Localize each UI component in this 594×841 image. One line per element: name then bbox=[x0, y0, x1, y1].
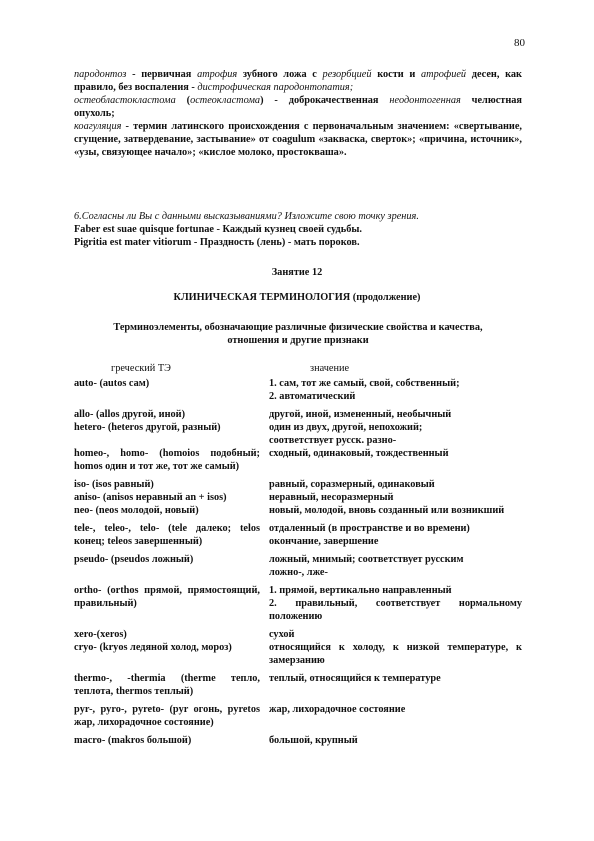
term-cell: pseudo- (pseudos ложный) bbox=[74, 554, 194, 565]
definition-run: атрофия bbox=[197, 69, 238, 80]
definition-run: резорбцией bbox=[322, 69, 372, 80]
table-row bbox=[74, 491, 522, 504]
term-cell: cryo- (kryos ледяной холод, мороз) bbox=[74, 642, 232, 653]
definition-osteoblastoclastoma bbox=[74, 94, 522, 120]
meaning-line: неравный, несоразмерный bbox=[269, 492, 394, 503]
meaning-cell bbox=[269, 408, 522, 421]
meaning-line: окончание, завершение bbox=[269, 536, 379, 547]
meaning-line: равный, соразмерный, одинаковый bbox=[269, 479, 435, 490]
term-cell: aniso- (anisos неравный an + isos) bbox=[74, 492, 227, 503]
table-row bbox=[74, 672, 522, 698]
meaning-line: 1. прямой, вертикально направленный bbox=[269, 585, 452, 596]
term-cell: xero-(xeros) bbox=[74, 629, 127, 640]
meaning-line: жар, лихорадочное состояние bbox=[269, 704, 406, 715]
table-row bbox=[74, 421, 522, 447]
meaning-line: отдаленный (в пространстве и во времени) bbox=[269, 523, 470, 534]
definition-coagulation bbox=[74, 120, 522, 159]
table-row bbox=[74, 641, 522, 667]
meaning-line: 1. сам, тот же самый, свой, собственный; bbox=[269, 378, 460, 389]
meaning-cell bbox=[269, 522, 522, 548]
meaning-cell bbox=[269, 628, 522, 641]
term-cell: allo- (allos другой, иной) bbox=[74, 409, 186, 420]
definition-run: зубного ложа с bbox=[237, 69, 323, 80]
term-cell: auto- (autos сам) bbox=[74, 378, 150, 389]
definition-run: коагуляция bbox=[74, 121, 122, 132]
meaning-cell bbox=[269, 421, 522, 447]
meaning-line: теплый, относящийся к температуре bbox=[269, 673, 441, 684]
term-cell: pyr-, pyro-, pyreto- (pyr огонь, pyretos жар, лихорадочное состояние) bbox=[74, 704, 260, 728]
meaning-cell bbox=[269, 504, 522, 517]
meaning-line: другой, иной, измененный, необычный bbox=[269, 409, 452, 420]
lesson-title: КЛИНИЧЕСКАЯ ТЕРМИНОЛОГИЯ (продолжение) bbox=[173, 292, 421, 303]
definition-run: пародонтоз bbox=[74, 69, 127, 80]
lesson-subtitle bbox=[74, 321, 522, 347]
meaning-line: новый, молодой, вновь созданный или возникший bbox=[269, 505, 505, 516]
task-block bbox=[74, 210, 522, 249]
definition-run: десен, как правило, без воспаления - bbox=[74, 69, 522, 93]
table-row bbox=[74, 408, 522, 421]
meaning-cell bbox=[269, 447, 522, 473]
definition-run: неодонтогенная bbox=[389, 95, 461, 106]
saying-1: Faber est suae quisque fortunae - Каждый кузнец своей судьбы. bbox=[74, 224, 362, 235]
definition-run: остеобластокластома bbox=[74, 95, 176, 106]
meaning-line: относящийся к холоду, к низкой температуре, к замерзанию bbox=[269, 642, 522, 666]
term-cell: thermo-, -thermia (therme тепло, теплота, thermos теплый) bbox=[74, 673, 260, 697]
term-cell: iso- (isos равный) bbox=[74, 479, 154, 490]
lesson-number: Занятие 12 bbox=[271, 267, 323, 278]
table-row bbox=[74, 553, 522, 579]
table-row bbox=[74, 628, 522, 641]
definition-paradontoz bbox=[74, 68, 522, 94]
definition-run: остеокластома bbox=[190, 95, 261, 106]
definitions-block bbox=[74, 68, 522, 159]
table-row bbox=[74, 504, 522, 517]
meaning-line: один из двух, другой, непохожий; bbox=[269, 422, 423, 433]
table-row bbox=[74, 478, 522, 491]
meaning-cell bbox=[269, 703, 522, 729]
meaning-line: сухой bbox=[269, 629, 295, 640]
column-header-greek: греческий ТЭ bbox=[111, 363, 171, 374]
task-question: 6.Согласны ли Вы с данными высказываниями? Изложите свою точку зрения. bbox=[74, 211, 419, 222]
term-cell: neo- (neos молодой, новый) bbox=[74, 505, 199, 516]
page-number: 80 bbox=[514, 37, 525, 49]
lesson-subtitle-line-1: Терминоэлементы, обозначающие различные физические свойства и качества, bbox=[113, 322, 483, 333]
table-row bbox=[74, 377, 522, 403]
table-row bbox=[74, 734, 522, 747]
definition-run: челюстная опухоль; bbox=[74, 95, 522, 119]
meaning-line: 2. автоматический bbox=[269, 391, 356, 402]
meaning-cell bbox=[269, 734, 522, 747]
definition-run: дистрофическая пародонтопатия; bbox=[197, 82, 354, 93]
column-header-meaning: значение bbox=[310, 363, 350, 374]
meaning-line: сходный, одинаковый, тождественный bbox=[269, 448, 449, 459]
meaning-line: 2. правильный, соответствует нормальному положению bbox=[269, 598, 522, 622]
saying-2: Pigritia est mater vitiorum - Праздность (лень) - мать пороков. bbox=[74, 237, 360, 248]
definition-run: ( bbox=[175, 95, 191, 106]
definition-run: атрофией bbox=[421, 69, 467, 80]
meaning-line: большой, крупный bbox=[269, 735, 358, 746]
meaning-line: ложный, мнимый; соответствует русским bbox=[269, 554, 464, 565]
meaning-cell bbox=[269, 584, 522, 623]
meaning-cell bbox=[269, 672, 522, 698]
term-cell: hetero- (heteros другой, разный) bbox=[74, 422, 221, 433]
table-row bbox=[74, 522, 522, 548]
table-row bbox=[74, 703, 522, 729]
definition-run: - первичная bbox=[126, 69, 198, 80]
meaning-line: соответствует русск. разно- bbox=[269, 435, 397, 446]
definition-run: кости и bbox=[371, 69, 422, 80]
table-row bbox=[74, 584, 522, 623]
meaning-cell bbox=[269, 377, 522, 403]
term-cell: ortho- (orthos прямой, прямостоящий, правильный) bbox=[74, 585, 260, 609]
lesson-subtitle-line-2: отношения и другие признаки bbox=[227, 335, 369, 346]
meaning-line: ложно-, лже- bbox=[269, 567, 328, 578]
meaning-cell bbox=[269, 491, 522, 504]
term-cell: homeo-, homo- (homoios подобный; homos один и тот же, тот же самый) bbox=[74, 448, 260, 472]
definition-run: ) - доброкачественная bbox=[260, 95, 390, 106]
table-row bbox=[74, 447, 522, 473]
meaning-cell bbox=[269, 641, 522, 667]
meaning-cell bbox=[269, 553, 522, 579]
term-cell: macro- (makros большой) bbox=[74, 735, 192, 746]
meaning-cell bbox=[269, 478, 522, 491]
definition-run: - термин латинского происхождения с первоначальным значением: «свертывание, сгущение, затвердевание, застывание» от coagulum «закваска, сверток»; «причина, источник», «узы, связующее начало»; «кислое молоко, простокваша». bbox=[74, 121, 522, 158]
term-cell: tele-, teleo-, telo- (tele далеко; telos конец; teleos завершенный) bbox=[74, 523, 260, 547]
terms-table bbox=[74, 377, 522, 747]
